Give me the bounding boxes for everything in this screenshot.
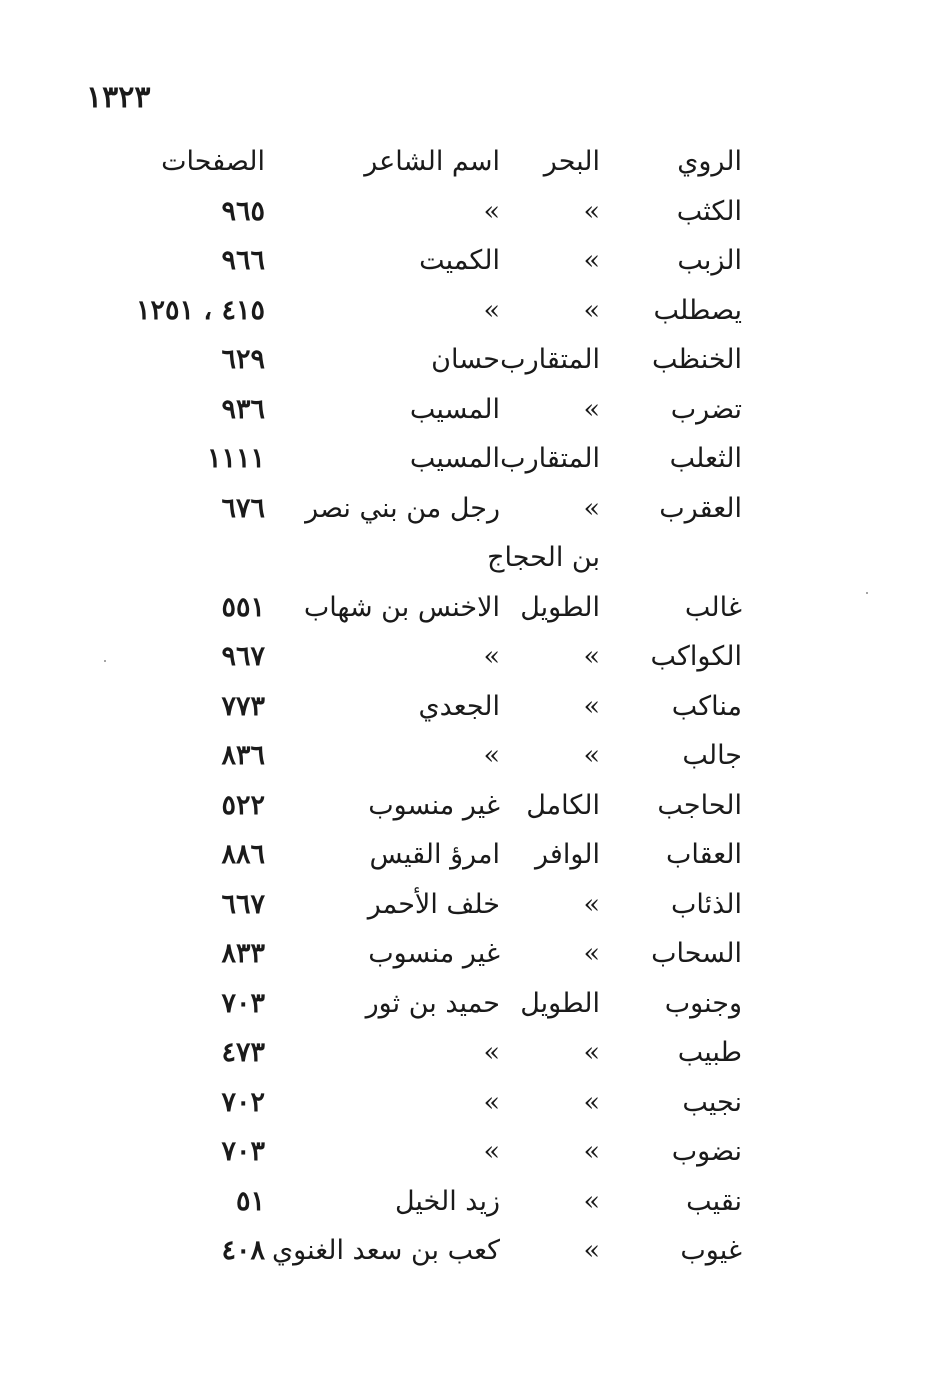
- table-row: [100, 635, 760, 685]
- rhyme-cell: غيوب: [680, 1235, 742, 1266]
- meter-cell: »: [583, 1037, 600, 1068]
- pages-cell: ٥٢٢: [221, 789, 265, 821]
- pages-cell: ٨٣٦: [221, 740, 265, 771]
- table-row: [100, 1229, 760, 1279]
- pages-cell: ٤٠٨: [221, 1235, 265, 1266]
- rhyme-cell: وجنوب: [664, 987, 742, 1019]
- rhyme-cell: يصطلب: [653, 294, 742, 326]
- poet-cell: امرؤ القيس: [369, 839, 500, 870]
- pages-cell: ٨٣٣: [221, 938, 265, 969]
- meter-cell: بن الحجاج: [487, 542, 600, 573]
- rhyme-cell: السحاب: [651, 938, 742, 969]
- meter-cell: الطويل: [520, 591, 600, 623]
- meter-cell: »: [583, 245, 600, 276]
- rhyme-index-table: [100, 140, 760, 1279]
- page-speck: [104, 660, 106, 662]
- meter-cell: »: [583, 1235, 600, 1266]
- poet-cell: »: [483, 740, 500, 771]
- poet-cell: كعب بن سعد الغنوي: [271, 1235, 500, 1266]
- page-speck: [866, 592, 868, 594]
- pages-cell: ٩٦٥: [221, 195, 265, 227]
- table-row: [100, 932, 760, 982]
- header-pages: الصفحات: [161, 146, 265, 177]
- table-body: [100, 190, 760, 1279]
- poet-cell: الكميت: [419, 245, 500, 276]
- pages-cell: ٥١: [235, 1185, 265, 1217]
- rhyme-cell: الحاجب: [657, 789, 742, 821]
- table-row: [100, 784, 760, 834]
- table-row: [100, 437, 760, 487]
- table-row: [100, 190, 760, 240]
- rhyme-cell: تضرب: [670, 393, 742, 425]
- table-row: [100, 536, 760, 586]
- table-row: [100, 586, 760, 636]
- pages-cell: ٦٧٦: [221, 492, 265, 524]
- rhyme-cell: مناكب: [671, 690, 742, 722]
- meter-cell: المتقارب: [500, 344, 600, 375]
- table-row: [100, 338, 760, 388]
- meter-cell: المتقارب: [500, 443, 600, 474]
- poet-cell: »: [483, 1037, 500, 1068]
- rhyme-cell: العقاب: [665, 839, 742, 870]
- pages-cell: ٥٥١: [221, 591, 265, 623]
- rhyme-cell: الكثب: [676, 195, 742, 227]
- poet-cell: »: [483, 294, 500, 326]
- table-row: [100, 1031, 760, 1081]
- pages-cell: ٤١٥ ، ١٢٥١: [135, 294, 265, 326]
- poet-cell: غير منسوب: [368, 789, 500, 821]
- pages-cell: ٦٦٧: [221, 888, 265, 920]
- poet-cell: حسان: [431, 344, 500, 375]
- table-header: [100, 140, 760, 190]
- header-meter: البحر: [543, 146, 600, 177]
- poet-cell: الاخنس بن شهاب: [303, 591, 500, 623]
- rhyme-cell: جالب: [682, 740, 742, 771]
- meter-cell: »: [583, 294, 600, 326]
- table-row: [100, 487, 760, 537]
- pages-cell: ٩٦٧: [221, 641, 265, 672]
- poet-cell: رجل من بني نصر: [305, 492, 500, 524]
- poet-cell: غير منسوب: [368, 938, 500, 969]
- rhyme-cell: الثعلب: [669, 443, 742, 474]
- poet-cell: »: [483, 1136, 500, 1167]
- rhyme-cell: الخنظب: [652, 344, 742, 375]
- poet-cell: المسيب: [409, 443, 500, 474]
- poet-cell: »: [483, 195, 500, 227]
- table-row: [100, 289, 760, 339]
- meter-cell: »: [583, 1136, 600, 1167]
- meter-cell: الكامل: [526, 789, 600, 821]
- pages-cell: ٧٠٣: [221, 1136, 265, 1167]
- table-row: [100, 239, 760, 289]
- meter-cell: »: [583, 690, 600, 722]
- table-row: [100, 1081, 760, 1131]
- meter-cell: »: [583, 1185, 600, 1217]
- table-row: [100, 982, 760, 1032]
- table-row: [100, 1130, 760, 1180]
- rhyme-cell: الكواكب: [650, 641, 742, 672]
- rhyme-cell: نجيب: [682, 1086, 742, 1118]
- pages-cell: ٨٨٦: [221, 839, 265, 870]
- pages-cell: ٧٧٣: [221, 690, 265, 722]
- poet-cell: خلف الأحمر: [367, 888, 500, 920]
- pages-cell: ٩٣٦: [221, 393, 265, 425]
- meter-cell: الطويل: [520, 987, 600, 1019]
- meter-cell: »: [583, 393, 600, 425]
- poet-cell: الجعدي: [418, 690, 500, 722]
- poet-cell: زيد الخيل: [394, 1185, 500, 1217]
- rhyme-cell: نقيب: [686, 1185, 742, 1217]
- rhyme-cell: طبيب: [677, 1037, 742, 1068]
- poet-cell: »: [483, 641, 500, 672]
- rhyme-cell: غالب: [684, 591, 742, 623]
- poet-cell: حميد بن ثور: [365, 987, 500, 1019]
- meter-cell: »: [583, 938, 600, 969]
- table-row: [100, 883, 760, 933]
- poet-cell: المسيب: [409, 393, 500, 425]
- poet-cell: »: [483, 1086, 500, 1118]
- table-row: [100, 685, 760, 735]
- page-number: ١٣٢٣: [86, 80, 151, 115]
- rhyme-cell: الذئاب: [670, 888, 742, 920]
- meter-cell: »: [583, 740, 600, 771]
- table-row: [100, 388, 760, 438]
- meter-cell: »: [583, 641, 600, 672]
- header-poet: اسم الشاعر: [364, 146, 500, 177]
- pages-cell: ٩٦٦: [221, 245, 265, 276]
- meter-cell: »: [583, 492, 600, 524]
- header-rhyme: الروي: [677, 146, 742, 177]
- table-row: [100, 833, 760, 883]
- pages-cell: ٦٢٩: [221, 344, 265, 375]
- meter-cell: الوافر: [535, 839, 600, 870]
- meter-cell: »: [583, 1086, 600, 1118]
- rhyme-cell: نضوب: [671, 1136, 742, 1167]
- table-row: [100, 734, 760, 784]
- meter-cell: »: [583, 195, 600, 227]
- table-row: [100, 1180, 760, 1230]
- meter-cell: »: [583, 888, 600, 920]
- pages-cell: ٤٧٣: [221, 1037, 265, 1068]
- pages-cell: ١١١١: [206, 443, 265, 474]
- rhyme-cell: الزبب: [677, 245, 742, 276]
- pages-cell: ٧٠٢: [221, 1086, 265, 1118]
- rhyme-cell: العقرب: [659, 492, 742, 524]
- pages-cell: ٧٠٣: [221, 987, 265, 1019]
